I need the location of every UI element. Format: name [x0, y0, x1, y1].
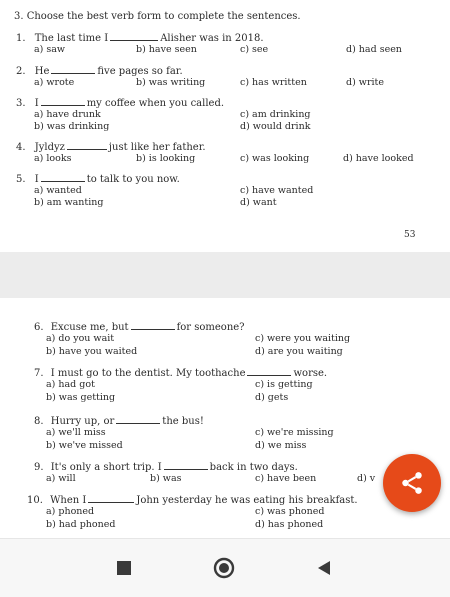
home-button[interactable] [213, 557, 235, 579]
question-text-end: back in two days. [209, 462, 298, 473]
answer-blank [41, 172, 85, 182]
question-number: 3. [16, 98, 26, 109]
option-a: a) do you wait [46, 333, 115, 344]
answer-blank [67, 140, 107, 150]
question-number: 8. [34, 416, 44, 427]
question-text-start: He [34, 66, 50, 77]
option-a: a) phoned [46, 506, 95, 517]
option-d: d) gets [255, 392, 289, 403]
question-10 [27, 493, 358, 507]
circle-icon [213, 557, 235, 579]
option-a: a) wanted [34, 185, 82, 196]
question-9 [34, 460, 298, 474]
option-d: d) have looked [343, 153, 414, 164]
question-number: 1. [16, 33, 26, 44]
question-text-start: I [34, 174, 39, 185]
option-d: d) had seen [346, 44, 402, 55]
option-b: b) we've missed [46, 440, 123, 451]
question-text-end: for someone? [176, 322, 245, 333]
question-text-start: The last time I [34, 33, 109, 44]
question-text-end: worse. [293, 368, 328, 379]
option-b: b) was getting [46, 392, 116, 403]
option-c: c) am drinking [240, 109, 311, 120]
question-7 [34, 366, 327, 380]
page-number: 53 [404, 230, 416, 240]
question-number: 4. [16, 142, 26, 153]
question-3 [16, 96, 224, 110]
question-8 [34, 414, 204, 428]
question-text-start: Excuse me, but [50, 322, 129, 333]
question-text-start: When I [50, 495, 87, 506]
option-a: a) have drunk [34, 109, 101, 120]
option-c: c) see [240, 44, 269, 55]
option-b: b) had phoned [46, 519, 116, 530]
option-d: d) has phoned [255, 519, 324, 530]
question-number: 9. [34, 462, 44, 473]
option-b: b) is looking [136, 153, 196, 164]
option-c: c) have wanted [240, 185, 314, 196]
answer-blank [164, 460, 208, 470]
option-c: c) was looking [240, 153, 310, 164]
option-d: d) we miss [255, 440, 307, 451]
option-c: c) was phoned [255, 506, 325, 517]
option-a: a) will [46, 473, 76, 484]
triangle-back-icon [315, 559, 333, 577]
question-text-start: Hurry up, or [50, 416, 115, 427]
system-navigation-bar [0, 538, 450, 597]
page-gap [0, 252, 450, 298]
option-d: d) want [240, 197, 277, 208]
option-a: a) had got [46, 379, 95, 390]
option-c: c) were you waiting [255, 333, 351, 344]
question-text-end: just like her father. [108, 142, 206, 153]
recents-button[interactable] [113, 557, 135, 579]
option-a: a) wrote [34, 77, 75, 88]
answer-blank [131, 320, 175, 330]
question-text-start: I [34, 98, 39, 109]
question-5 [16, 172, 180, 186]
textbook-page-53 [0, 0, 450, 252]
question-6 [34, 320, 245, 334]
answer-blank [247, 366, 291, 376]
question-number: 7. [34, 368, 44, 379]
question-text-start: It's only a short trip. I [50, 462, 162, 473]
exercise-heading: 3. Choose the best verb form to complete the sentences. [14, 11, 301, 22]
textbook-page-next [0, 298, 450, 538]
option-c: c) we're missing [255, 427, 334, 438]
question-text-start: I must go to the dentist. My toothache [50, 368, 246, 379]
question-text-end: the bus! [162, 416, 204, 427]
question-text-start: Jyldyz [34, 142, 65, 153]
question-number: 2. [16, 66, 26, 77]
option-d: d) v [357, 473, 376, 484]
option-b: b) was drinking [34, 121, 110, 132]
option-a: a) saw [34, 44, 66, 55]
share-icon [399, 470, 425, 496]
question-number: 10. [27, 495, 43, 506]
option-c: c) is getting [255, 379, 313, 390]
question-number: 6. [34, 322, 44, 333]
option-b: b) am wanting [34, 197, 104, 208]
back-button[interactable] [313, 557, 335, 579]
question-1 [16, 31, 264, 45]
answer-blank [41, 96, 85, 106]
option-d: d) write [346, 77, 384, 88]
option-b: b) have seen [136, 44, 197, 55]
option-a: a) looks [34, 153, 72, 164]
question-2 [16, 64, 183, 78]
option-d: d) are you waiting [255, 346, 343, 357]
option-d: d) would drink [240, 121, 311, 132]
option-b: b) was [150, 473, 182, 484]
question-text-end: my coffee when you called. [86, 98, 225, 109]
answer-blank [116, 414, 160, 424]
answer-blank [51, 64, 95, 74]
question-number: 5. [16, 174, 26, 185]
question-text-end: to talk to you now. [86, 174, 180, 185]
option-c: c) have been [255, 473, 317, 484]
question-text-end: Alisher was in 2018. [160, 33, 264, 44]
question-text-end: five pages so far. [97, 66, 183, 77]
option-b: b) have you waited [46, 346, 138, 357]
square-icon [117, 561, 131, 575]
option-a: a) we'll miss [46, 427, 106, 438]
option-b: b) was writing [136, 77, 206, 88]
question-text-end: John yesterday he was eating his breakfast. [136, 495, 358, 506]
answer-blank [88, 493, 134, 503]
share-button[interactable] [383, 454, 441, 512]
answer-blank [110, 31, 158, 41]
question-4 [16, 140, 206, 154]
option-c: c) has written [240, 77, 307, 88]
